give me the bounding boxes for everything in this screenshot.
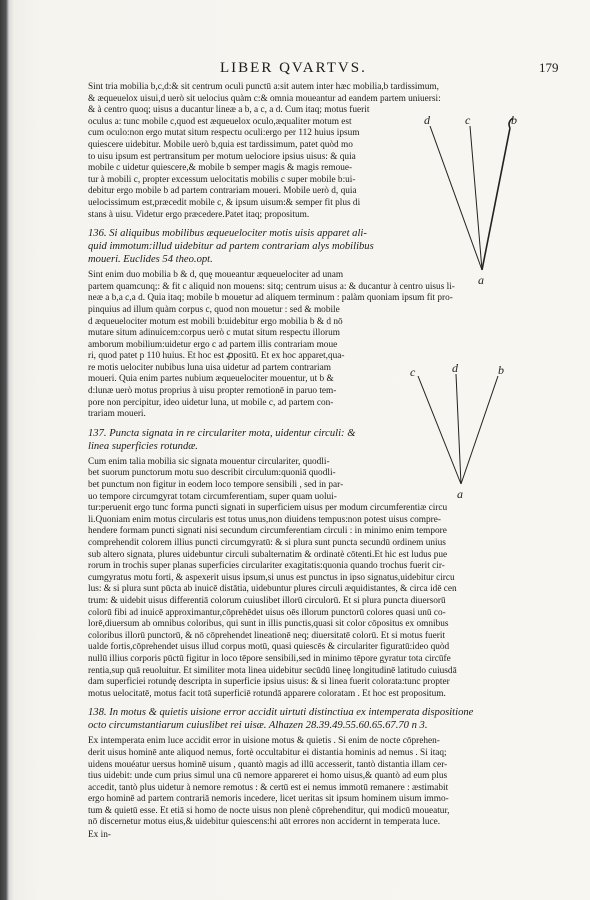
- figure-1-label-a: a: [478, 273, 484, 287]
- text-line: tur à mobili c, propter excessum uelocitatis mobilis c super mobile b:ui-: [88, 174, 356, 185]
- text-line: lus: & si plura sunt pūcta ab inuicē distātia, uidebuntur plures circuli æquidistantes, & circa idē cen: [88, 584, 457, 595]
- text-line: debitur ergo mobile b ad partem contrariam moueri. Mobile uerò d, quia: [88, 186, 357, 197]
- line-a-c: [470, 126, 482, 270]
- figure-2-label-d: d: [452, 362, 458, 375]
- text-line: & æqueuelox uisui,d uerò sit uelocius quàm c:& omnia moueantur ad eandem partem uniuersi:: [88, 93, 441, 104]
- title-line: linea superficies rotundæ.: [88, 440, 198, 452]
- text-line: d:lunæ uerò motus proprius à uisu propter remotionē in paruo tem-: [88, 386, 337, 397]
- proposition-138-title: [88, 706, 548, 732]
- text-line: trariam moueri.: [88, 409, 146, 420]
- line-a-d: [430, 126, 482, 270]
- text-line: partem quamcunq;: & fit c aliquid non mouens: sitq; centrum uisus a: & ducantur à centro uisus li-: [88, 281, 455, 292]
- text-line: colorū fibi ad inuicē approximantur,cōprehēdet uisus oēs illorum punctorū colores quasi unū co-: [88, 607, 446, 618]
- text-line: uelocissimum est,præcedit mobile c, & ipsum uisum:& semper fit plus di: [88, 197, 361, 208]
- figure-1-diagram: [418, 108, 528, 288]
- text-line: cum oculo:non ergo mutat situm respectu oculi:ergo per 112 huius ipsum: [88, 128, 360, 139]
- text-line: li.Quoniam enim motus circularis est totus unus,non diuidens tempus:non potest uisus compre-: [88, 514, 441, 525]
- text-line: nullū illius corporis pūctū figitur in loco tēpore sensibili,sed in minimo tēpore gyratur tota circūfe: [88, 653, 451, 664]
- text-line: uidens mouéatur uersus hominē uisum , quantò magis ad illū accesserit, tantò distantia illam cer-: [88, 759, 448, 770]
- line-a-b: [461, 376, 498, 484]
- text-line: tius uidebit: unde cum prius simul una cū nemore appareret ei homo uisus,& quantò ad eum plus: [88, 771, 448, 782]
- text-line: derit uisus hominē ante aliquod nemus, fortè occultabitur ei distantia hominis ad nemus . Si itaq;: [88, 747, 447, 758]
- title-line: octo circumstantiarum cuiuslibet rei uisæ. Alhazen 28.39.49.55.60.65.67.70 n 3.: [88, 720, 428, 732]
- title-line: 137. Puncta signata in re circulariter mota, uidentur circuli: &: [88, 427, 356, 439]
- figure-1-label-b: b: [511, 113, 517, 127]
- text-line: ualde fortis,cōprehendet uisus illud corpus motū, quasi quiescēs & circulariter figuratū:ideo quòd: [88, 642, 450, 653]
- text-line: dam superficiei rotundę descripta in superficie ipsius uisus: & si linea fuerit colorata:tunc propter: [88, 677, 450, 688]
- text-line: to uisu ipsum est pertransitum per motum uelociore ipsius uisus: & quia: [88, 151, 356, 162]
- text-line: comprehendit colorem illius puncti circumgyratū: & si plura sunt puncta secundū ordinem unius: [88, 538, 446, 548]
- text-line: mobile c uidetur quiescere,& mobile b semper magis & magis remoue-: [88, 163, 353, 174]
- text-line: d æqueuelociter motum est mobili b:uidebitur ergo mobilia b & d nō: [88, 316, 343, 327]
- text-line: nō discernetur motus eius,& uidebitur quiescens:hi aūt errores non accidernt in temperata luce.: [88, 817, 441, 828]
- text-line: amborum mobilium:uidetur ergo c ad partem illis contrariam moue: [88, 339, 338, 350]
- text-line: coloribus illorū punctorū, & nō cōprehendet lineationē neq; diuersitatē colorū. Et si motus fuerit: [88, 630, 446, 641]
- running-head: LIBER QVARTVS.: [220, 60, 367, 76]
- page-number: 179: [539, 60, 559, 75]
- text-line: pinquius ad illum quàm corpus c, quod non mouetur : sed & mobile: [88, 304, 340, 315]
- text-line: stans à uisu. Videtur ergo præcedere.Patet itaq; propositum.: [88, 209, 310, 220]
- figure-2-label-a: a: [457, 487, 463, 501]
- text-line: tur:peruenit ergo tunc forma puncti signati in superficiem uisus per modum circumferentiæ circu: [88, 503, 448, 514]
- line-a-d: [456, 374, 461, 484]
- text-line: & à centro quoq; uisus a ducantur lineæ a b, a c, a d. Cum itaq; motus fuerit: [88, 105, 370, 116]
- text-line: uo tempore circumgyrat totam circumferentiam, super quam uolui-: [88, 491, 337, 502]
- figure-2-diagram: [406, 362, 516, 504]
- figure-2-svg: [406, 362, 516, 504]
- text-line: bet suorum punctorum motu suo describit circulum:quoniā quodli-: [88, 468, 336, 479]
- text-line: sub altero signata, plures uidebuntur circuli subalternatim & ordinatè cōtenti.Et hic est ludus pue: [88, 549, 448, 560]
- text-line: Ex intemperata enim luce accidit error in uisione motus & quietis . Si enim de nocte cōprehen-: [88, 736, 440, 747]
- line-a-c: [418, 376, 461, 484]
- title-line: 138. In motus & quietis uisione error accidit uirtuti distinctiua ex intemperata dispositione: [88, 707, 474, 719]
- text-line: ri, quod patet p 110 huius. Et hoc est ꝓpositū. Et ex hoc apparet,qua-: [88, 351, 345, 362]
- figure-2-label-c: c: [410, 365, 416, 379]
- text-line: cumgyratus motu forti, & aspexerit uisus ipsum,si unus est punctus in ipso signatus,uidebitur circu: [88, 572, 455, 583]
- text-line: re motis uelociter nubibus luna uisa uidetur ad partem contrariam: [88, 362, 331, 373]
- text-line: trum: & uidebit uisus differentiā colorum cuiuslibet illorū circulorū. Et si plura puncta diuersorū: [88, 595, 446, 606]
- title-line: moueri. Euclides 54 theo.opt.: [88, 254, 213, 266]
- text-line: pore non percipitur, ideo uidetur luna, ut mobile c, ad partem con-: [88, 397, 334, 408]
- text-line: mutare situm adinuicem:corpus uerò c mutat situm respectu illorum: [88, 328, 340, 339]
- figure-1-svg: [418, 108, 528, 288]
- title-line: 136. Si aliquibus mobilibus æqueuelociter motis uisis apparet ali-: [88, 228, 367, 240]
- figure-2-label-b: b: [498, 363, 504, 377]
- text-line: motus uelocitatē, motus facit totā superficiē rotundā apparere coloratam . Et hoc est propositum.: [88, 688, 446, 699]
- text-line: Cum enim talia mobilia sic signata mouentur circulariter, quodli-: [88, 456, 330, 467]
- text-line: Sint enim duo mobilia b & d, quę moueantur æqueuelociter ad unam: [88, 270, 344, 281]
- line-a-b: [482, 118, 513, 270]
- catchword: Ex in-: [88, 830, 111, 841]
- text-line: rorum in trochis super planas superficies circulariter exagitatis:quonia quando trochus fuerit cir-: [88, 561, 445, 572]
- text-line: neæ a b,a c,a d. Quia itaq; mobile b mouetur ad aliquem terminum : palàm quoniam ipsum fit pro-: [88, 293, 453, 304]
- proposition-138-proof: [88, 736, 548, 829]
- text-line: ergo hominē ad partem contrariā nemoris incedere, licet ueritas sit ipsum hominem uisum immo-: [88, 794, 449, 805]
- text-line: hendere formam puncti signati nisi secundum circumferentiam circuli : in minimo enim tempore: [88, 526, 447, 537]
- text-line: lorē,diuersum ab omnibus coloribus, qui sunt in illis punctis,quasi sit color cōpositus ex omnibus: [88, 619, 449, 630]
- figure-1-label-d: d: [424, 113, 430, 127]
- text-line: oculus a: tunc mobile c,quod est æqueuelox oculo,æqualiter motum est: [88, 116, 352, 127]
- text-line: quiescere uidebitur. Mobile uerò b,quia est tardissimum, patet quòd mo: [88, 139, 353, 150]
- page-header: [0, 60, 590, 76]
- text-line: rentia,sup quā reuoluitur. Et similiter mota linea uidebitur secūdū lineę longitudinē latitudo cuiusdā: [88, 665, 457, 676]
- text-line: moueri. Quia enim partes nubium æqueuelociter mouentur, ut b &: [88, 374, 334, 385]
- text-line: tum & quietū esse. Et etiā si homo de nocte uisus non plenè cōprehenditur, qui modicū moueatur,: [88, 805, 450, 816]
- text-line: accedit, tantò plus uidetur à nemore remotus : & certū est ei nemus immotū remanere : æstimabit: [88, 782, 449, 793]
- text-line: bet punctum non figitur in eodem loco tempore sensibili , sed in par-: [88, 480, 344, 491]
- title-line: quid immotum:illud uidebitur ad partem contrariam alys mobilibus: [88, 241, 374, 253]
- text-line: Sint tria mobilia b,c,d:& sit centrum oculi punctū a:sit autem inter hæc mobilia,b tardissimum,: [88, 82, 439, 92]
- figure-1-label-c: c: [465, 113, 471, 127]
